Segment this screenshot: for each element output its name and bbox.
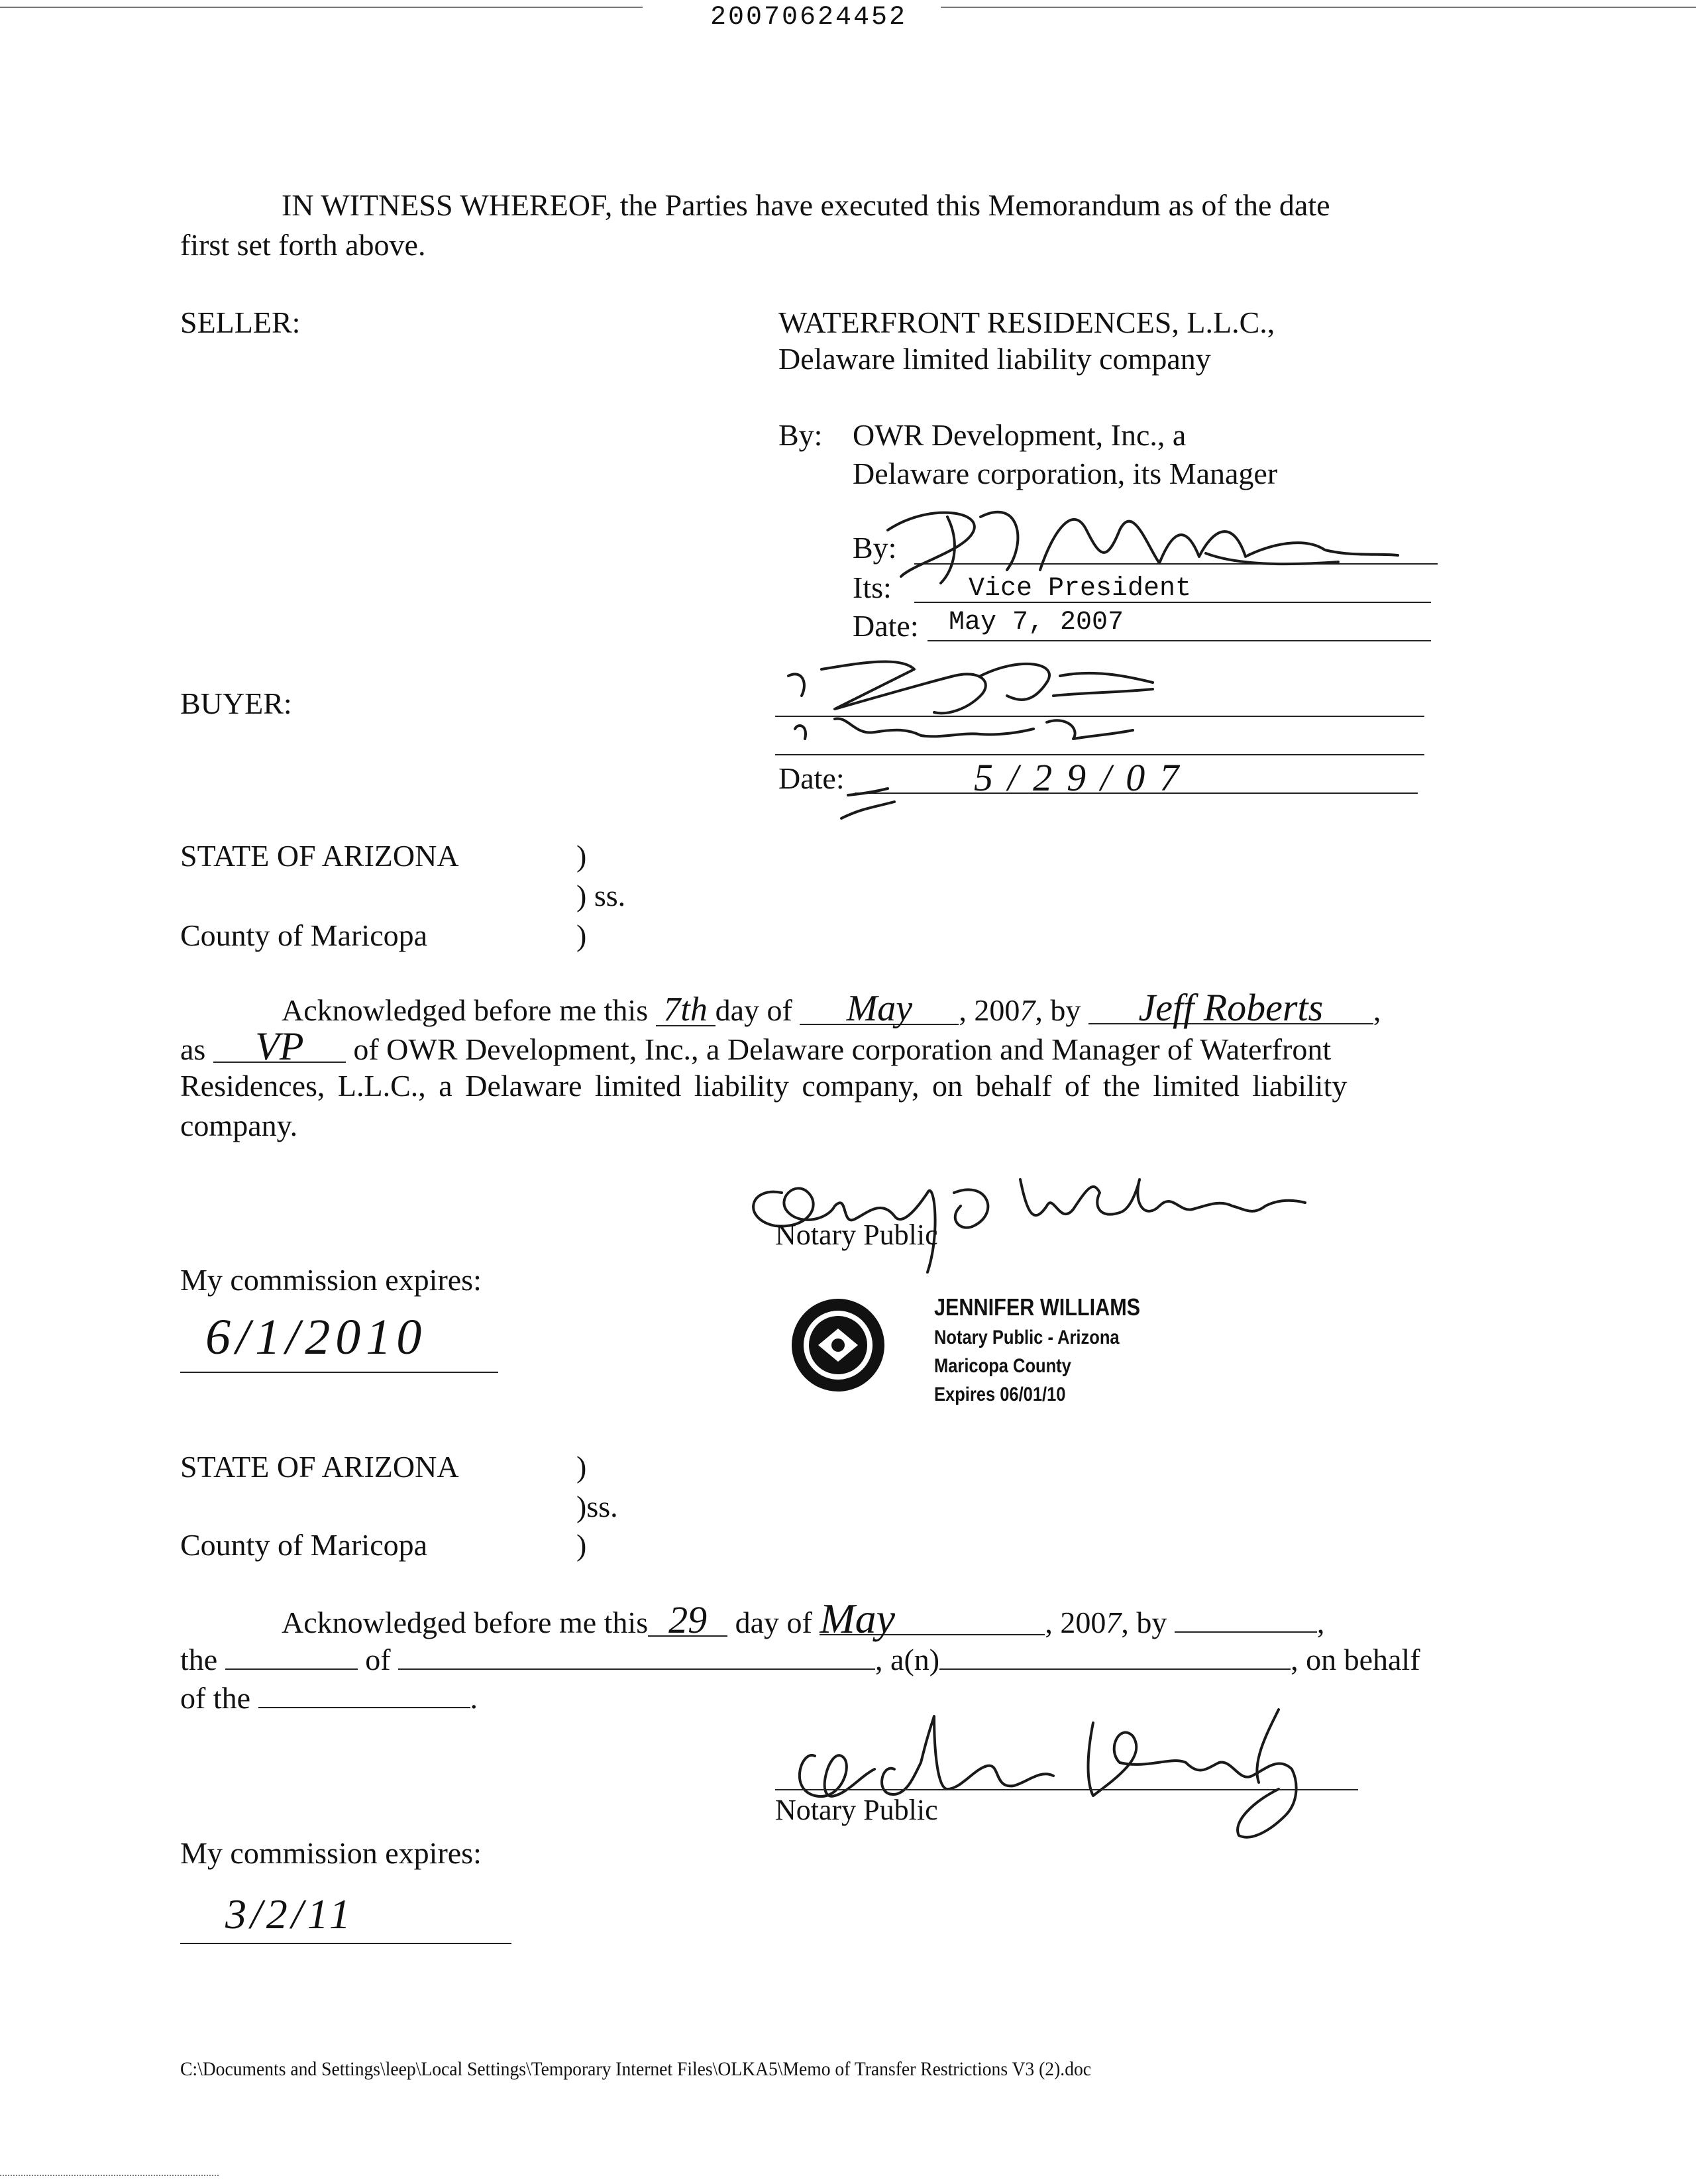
notary1-as-line — [180, 1024, 1332, 1068]
notary1-county: County of Maricopa — [180, 918, 428, 952]
notary2-the-label: the — [180, 1643, 218, 1676]
notary2-commission-line — [180, 1943, 511, 1944]
notary2-ack-line-1 — [282, 1595, 1325, 1642]
notary2-behalf-label: , on behalf — [1291, 1643, 1420, 1676]
notary2-day-value: 29 — [648, 1605, 727, 1637]
document-number: 20070624452 — [710, 3, 908, 32]
notary2-paren-1: ) — [576, 1450, 587, 1484]
notary2-type-blank — [939, 1642, 1291, 1670]
notary2-by-blank — [1175, 1605, 1317, 1633]
notary1-commission-line — [180, 1372, 498, 1373]
notary1-notary-label: Notary Public — [775, 1219, 938, 1251]
footer-rule — [0, 2175, 219, 2176]
notary2-commission-label: My commission expires: — [180, 1836, 482, 1870]
notary2-ss: )ss. — [576, 1490, 618, 1523]
notary-seal-icon — [788, 1295, 888, 1395]
notary1-ack-line-1 — [282, 986, 1381, 1029]
notary2-title-blank — [225, 1642, 358, 1670]
buyer-signature — [782, 656, 1246, 755]
notary2-ack-text-1: Acknowledged before me this — [282, 1606, 649, 1639]
seller-by-entity: OWR Development, Inc., a — [853, 418, 1187, 452]
notary1-ack-text-4: , by — [1035, 993, 1081, 1027]
footer-file-path: C:\Documents and Settings\leep\Local Settings\Temporary Internet Files\OLKA5\Memo of Transfer Restrictions V3 (2).doc — [180, 2058, 1092, 2080]
notary1-ack-text-1: Acknowledged before me this — [282, 993, 649, 1027]
buyer-date-value: 5/29/07 — [974, 756, 1194, 799]
notary1-commission-value: 6/1/2010 — [205, 1309, 427, 1365]
seller-label: SELLER: — [180, 305, 301, 339]
notary1-ack-text-5: , — [1373, 993, 1381, 1027]
notary1-line-3: Residences, L.L.C., a Delaware limited liability company, on behalf of the limited liability — [180, 1069, 1348, 1103]
stamp-name: JENNIFER WILLIAMS — [934, 1293, 1141, 1321]
notary1-year-digit: 7 — [1020, 993, 1035, 1027]
witness-line-1: IN WITNESS WHEREOF, the Parties have executed this Memorandum as of the date — [282, 188, 1330, 222]
seller-entity-type: Delaware limited liability company — [778, 342, 1211, 376]
notary2-state: STATE OF ARIZONA — [180, 1450, 459, 1484]
notary2-ack-text-5: , — [1316, 1606, 1325, 1639]
notary2-notary-label: Notary Public — [775, 1794, 938, 1826]
notary1-name-value: Jeff Roberts — [1088, 993, 1373, 1024]
seller-entity-name: WATERFRONT RESIDENCES, L.L.C., — [778, 305, 1275, 339]
notary1-month-value: May — [800, 993, 959, 1025]
notary2-commission-value: 3/2/11 — [225, 1890, 354, 1938]
seller-by-entity-desc: Delaware corporation, its Manager — [853, 457, 1278, 490]
notary2-ack-line-3 — [180, 1680, 478, 1716]
header-rule-right — [941, 7, 1696, 8]
notary2-an-label: , a(n) — [875, 1643, 940, 1676]
buyer-sig-line-1 — [775, 716, 1424, 717]
notary1-line-2-rest: of OWR Development, Inc., a Delaware corporation and Manager of Waterfront — [353, 1032, 1332, 1066]
stamp-expires: Expires 06/01/10 — [934, 1384, 1066, 1405]
notary2-of-the-label: of the — [180, 1681, 251, 1715]
seller-its-value: Vice President — [969, 574, 1192, 604]
notary2-period: . — [470, 1681, 478, 1715]
seller-date-label: Date: — [853, 609, 919, 643]
seller-sig-by-label: By: — [853, 531, 897, 565]
notary2-of-label: of — [365, 1643, 391, 1676]
notary1-ack-text-3: , 200 — [959, 993, 1020, 1027]
seller-date-value: May 7, 2007 — [949, 608, 1124, 637]
notary2-entity-blank — [398, 1642, 875, 1670]
header-rule-left — [0, 7, 643, 8]
seller-date-line — [928, 640, 1431, 641]
notary1-line-4: company. — [180, 1109, 298, 1142]
buyer-label: BUYER: — [180, 686, 292, 720]
notary1-state: STATE OF ARIZONA — [180, 839, 459, 873]
seller-by-label: By: — [778, 418, 823, 452]
notary2-year-digit: 7 — [1106, 1606, 1122, 1639]
notary2-ack-text-4: , by — [1121, 1606, 1167, 1639]
notary1-paren-1: ) — [576, 839, 587, 873]
notary2-paren-3: ) — [576, 1528, 587, 1562]
notary2-month-value: May — [820, 1604, 1045, 1635]
notary1-day-value: 7th — [656, 995, 716, 1026]
notary1-ss: ) ss. — [576, 879, 626, 912]
notary1-ack-text-2: day of — [715, 993, 792, 1027]
notary2-ack-text-2: day of — [735, 1606, 812, 1639]
stamp-title: Notary Public - Arizona — [934, 1327, 1120, 1348]
notary2-ack-text-3: , 200 — [1045, 1606, 1106, 1639]
notary2-sig-line — [775, 1789, 1358, 1790]
seller-its-line — [914, 602, 1431, 603]
notary1-commission-label: My commission expires: — [180, 1263, 482, 1297]
notary1-paren-3: ) — [576, 918, 587, 952]
seller-its-label: Its: — [853, 571, 892, 604]
notary2-behalf-blank — [258, 1680, 470, 1708]
buyer-date-label: Date: — [778, 761, 845, 795]
witness-line-2: first set forth above. — [180, 228, 426, 262]
notary1-as-label: as — [180, 1032, 206, 1066]
stamp-county: Maricopa County — [934, 1355, 1071, 1377]
notary1-title-value: VP — [213, 1031, 346, 1063]
notary2-ack-line-2 — [180, 1642, 1420, 1677]
notary2-county: County of Maricopa — [180, 1528, 428, 1562]
